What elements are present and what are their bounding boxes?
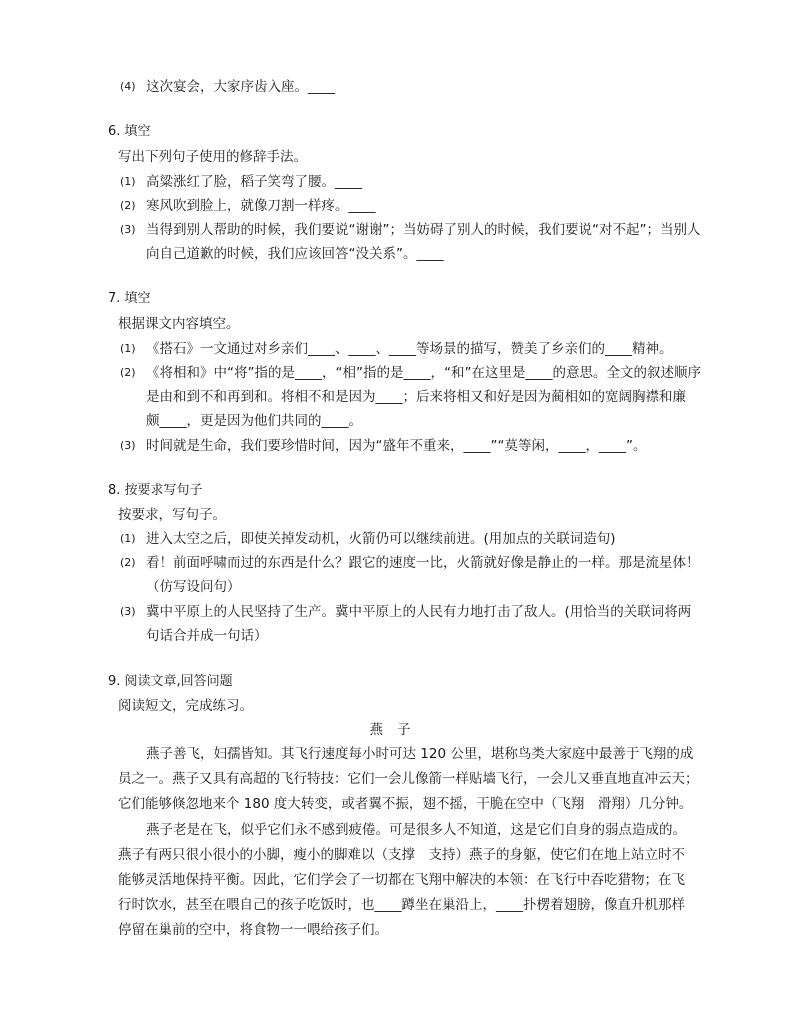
- item-number: (4): [120, 80, 136, 93]
- question-instruction: 阅读短文，完成练习。: [118, 698, 253, 714]
- item-text: 当得到别人帮助的时候，我们要说“谢谢”；当妨碍了别人的时候，我们要说“对不起”；当别人: [146, 222, 701, 238]
- item-text: 向自己道歉的时候，我们应该回答“没关系”。____: [146, 246, 444, 262]
- paragraph-line: 燕子善飞，妇孺皆知。其飞行速度每小时可达 120 公里，堪称鸟类大家庭中最善于飞翔的成: [146, 746, 694, 762]
- item-number: (3): [120, 223, 136, 236]
- item-number: (3): [120, 439, 136, 452]
- paragraph-line: 行时饮水，甚至在喂自己的孩子吃饭时，也____蹲坐在巢沿上，____扑楞着翅膀，像直升机那样: [118, 897, 685, 913]
- item-text: 进入太空之后，即使关掉发动机，火箭仍可以继续前进。(用加点的关联词造句): [146, 531, 616, 547]
- item-text: 《将相和》中“将”指的是____，“相”指的是____，“和”在这里是____的意思。全文的叙述顺序: [146, 365, 701, 381]
- paragraph-line: 员之一。燕子又具有高超的飞行特技：它们一会儿像箭一样贴墙飞行，一会儿又垂直地直冲云天；: [118, 771, 699, 787]
- question-instruction: 根据课文内容填空。: [118, 316, 240, 332]
- item-text: 这次宴会，大家序齿入座。____: [146, 79, 335, 95]
- paragraph-line: 燕子老是在飞，似乎它们永不感到疲倦。可是很多人不知道，这是它们自身的弱点造成的。: [146, 822, 686, 838]
- question-instruction: 写出下列句子使用的修辞手法。: [118, 149, 307, 165]
- item-number: (2): [120, 199, 136, 212]
- item-text: 高粱涨红了脸，稻子笑弯了腰。____: [146, 174, 362, 190]
- question-heading: 7. 填空: [108, 291, 151, 306]
- item-text: （仿写设问句）: [146, 579, 241, 595]
- item-number: (2): [120, 366, 136, 379]
- item-text: 冀中平原上的人民坚持了生产。冀中平原上的人民有力地打击了敌人。(用恰当的关联词将两: [146, 604, 692, 620]
- item-text: 寒风吹到脸上，就像刀割一样疼。____: [146, 198, 376, 214]
- item-text: 时间就是生命，我们要珍惜时间，因为“盛年不重来，____”“莫等闲，____，____”。: [146, 438, 647, 454]
- item-text: 看！前面呼啸而过的东西是什么？跟它的速度一比，火箭就好像是静止的一样。那是流星体！: [146, 555, 700, 571]
- item-number: (1): [120, 175, 136, 188]
- paragraph-line: 它们能够倏忽地来个 180 度大转变，或者翼不振，翅不摇，干脆在空中（飞翔 滑翔）几分钟。: [118, 796, 693, 812]
- item-number: (2): [120, 556, 136, 569]
- question-heading: 9. 阅读文章,回答问题: [108, 674, 233, 689]
- item-number: (1): [120, 532, 136, 545]
- item-text: 《搭石》一文通过对乡亲们____、____、____等场景的描写，赞美了乡亲们的____精神。: [146, 341, 673, 357]
- item-number: (3): [120, 605, 136, 618]
- item-text: 颇____，更是因为他们共同的____。: [146, 413, 362, 429]
- paragraph-line: 燕子有两只很小很小的小脚，瘦小的脚难以（支撑 支持）燕子的身躯，使它们在地上站立时不: [118, 847, 685, 863]
- item-text: 是由和到不和再到和。将相不和是因为____；后来将相又和好是因为蔺相如的宽阔胸襟和廉: [146, 389, 686, 405]
- paragraph-line: 停留在巢前的空中，将食物一一喂给孩子们。: [118, 922, 388, 938]
- item-number: (1): [120, 342, 136, 355]
- paragraph-line: 能够灵活地保持平衡。因此，它们学会了一切都在飞翔中解决的本领：在飞行中吞吃猎物；在飞: [118, 872, 685, 888]
- article-title: 燕子: [369, 722, 425, 738]
- question-instruction: 按要求，写句子。: [118, 507, 226, 523]
- item-text: 句话合并成一句话）: [146, 628, 268, 644]
- question-heading: 8. 按要求写句子: [108, 483, 203, 498]
- question-heading: 6. 填空: [108, 124, 151, 139]
